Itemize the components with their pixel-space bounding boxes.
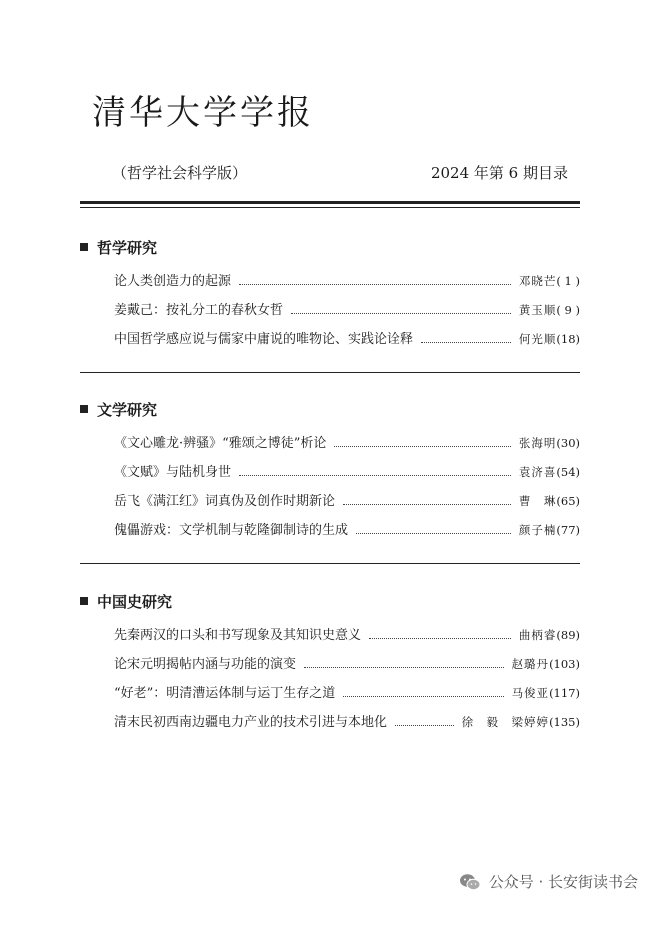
entry-title: 论人类创造力的起源 [114,274,232,289]
dot-leader [421,342,511,343]
entry-author: 马俊亚 [511,686,550,700]
toc-entry[interactable] [114,519,580,548]
toc-entry[interactable] [114,299,580,328]
dot-leader [239,284,511,285]
entry-author: 曲柄睿 [518,628,557,642]
entry-page: (65) [556,494,580,508]
section-philosophy [80,236,580,357]
toc-entry[interactable] [114,328,580,357]
section-title: 哲学研究 [97,238,158,257]
section-heading [80,398,580,420]
entry-page: (89) [556,628,580,642]
section-title: 文学研究 [97,400,158,419]
toc-entry[interactable] [114,624,580,653]
watermark-text: 公众号 · 长安街读书会 [488,873,638,891]
toc-entry[interactable] [114,270,580,299]
toc-entry[interactable] [114,682,580,711]
entry-author: 颜子楠 [518,523,557,537]
section-chinese-history [80,590,580,740]
section-divider [80,563,580,564]
dot-leader [356,533,511,534]
entry-page: (103) [549,657,580,671]
entry-author: 黄玉顺 [518,303,557,317]
entry-author: 何光顺 [518,332,557,346]
entry-title: 《文赋》与陆机身世 [114,465,232,480]
toc-entry[interactable] [114,490,580,519]
dot-leader [291,313,511,314]
square-bullet-icon [80,243,88,251]
journal-subtitle: （哲学社会科学版） [112,164,248,182]
entry-page: ( 1 ) [556,274,580,288]
entry-page: (54) [556,465,580,479]
header-rule-top [80,201,580,204]
dot-leader [369,638,511,639]
section-heading [80,590,580,612]
toc-entry[interactable] [114,653,580,682]
entry-title: 《文心雕龙·辨骚》“雅颂之博徒”析论 [114,436,327,451]
journal-title: 清华大学学报 [92,93,314,133]
entry-author: 袁济喜 [518,465,557,479]
entry-page: (18) [556,332,580,346]
entry-author: 曹 琳 [518,494,557,508]
dot-leader [343,504,511,505]
square-bullet-icon [80,597,88,605]
entry-title: 论宋元明揭帖内涵与功能的演变 [114,657,297,672]
toc-entry[interactable] [114,711,580,740]
section-divider [80,372,580,373]
section-literature [80,398,580,548]
wechat-icon [459,873,481,891]
entry-title: 傀儡游戏：文学机制与乾隆御制诗的生成 [114,523,349,538]
entry-title: 清末民初西南边疆电力产业的技术引进与本地化 [114,715,388,730]
section-title: 中国史研究 [97,592,173,611]
dot-leader [343,696,503,697]
entry-author: 赵璐丹 [511,657,550,671]
entry-author: 徐 毅 梁婷婷 [461,715,550,729]
issue-label: 2024 年第 6 期目录 [430,164,568,182]
entry-page: (117) [549,686,580,700]
wechat-account-watermark [459,871,638,892]
entry-author: 张海明 [518,436,557,450]
entry-page: (30) [556,436,580,450]
section-heading [80,236,580,258]
dot-leader [395,725,454,726]
entry-title: “好老”：明清漕运体制与运丁生存之道 [114,686,336,701]
entry-title: 先秦两汉的口头和书写现象及其知识史意义 [114,628,362,643]
dot-leader [304,667,504,668]
dot-leader [239,475,511,476]
entry-title: 中国哲学感应说与儒家中庸说的唯物论、实践论诠释 [114,332,414,347]
entry-author: 邓晓芒 [518,274,557,288]
entry-title: 岳飞《满江红》词真伪及创作时期新论 [114,494,336,509]
entry-page: (135) [549,715,580,729]
entry-page: (77) [556,523,580,537]
toc-entry[interactable] [114,432,580,461]
toc-entry[interactable] [114,461,580,490]
entry-title: 姜戴己：按礼分工的春秋女哲 [114,303,284,318]
entry-page: ( 9 ) [556,303,580,317]
dot-leader [334,446,510,447]
header-rule-bottom [80,207,580,208]
square-bullet-icon [80,405,88,413]
